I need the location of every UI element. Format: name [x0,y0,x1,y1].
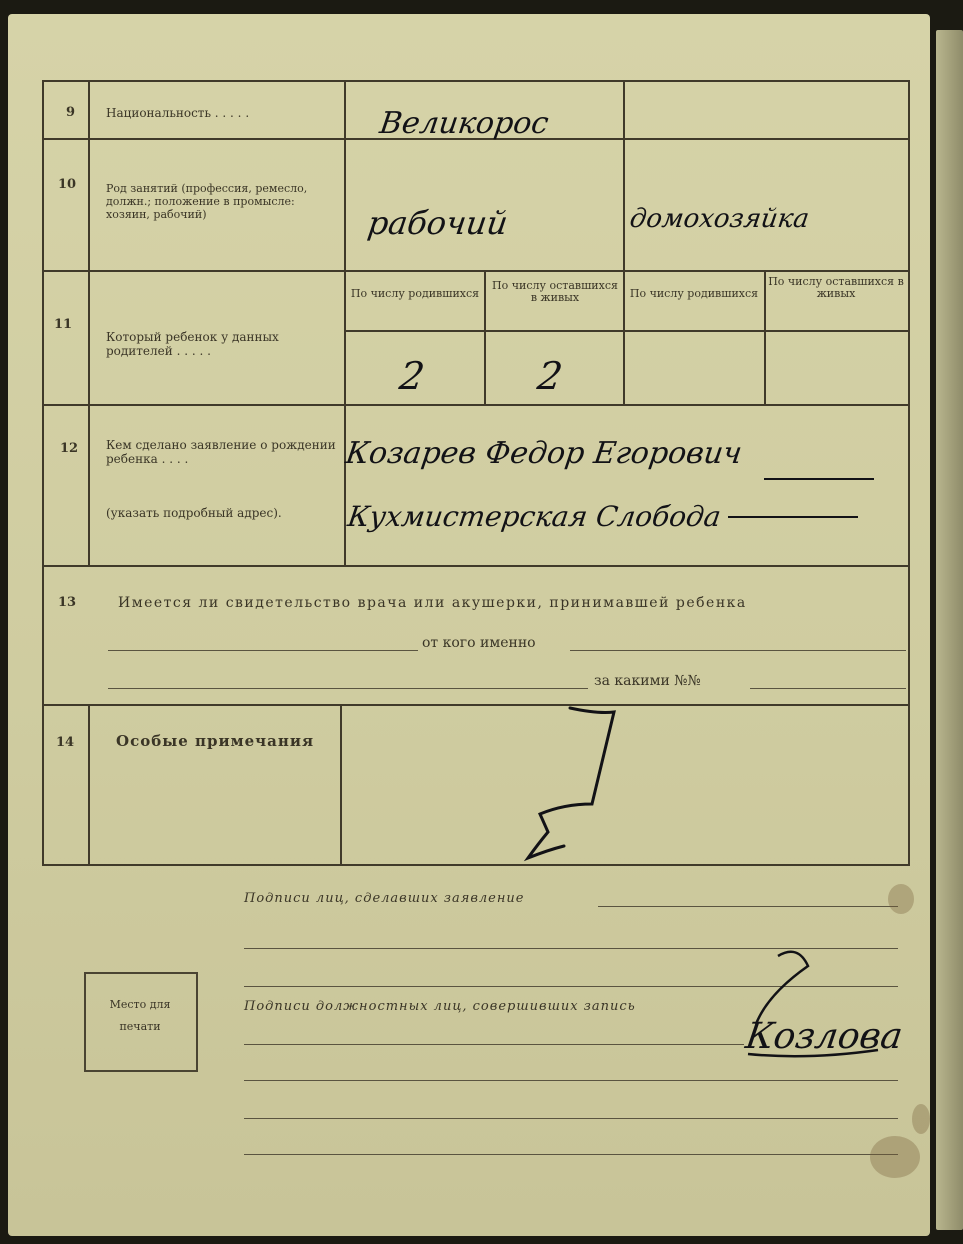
row11-col1-header: По числу родившихся [350,287,480,300]
row11-value-living: 2 [534,354,566,398]
row12-label: Кем сделано заявление о рождении ребенка . . . . [106,438,336,466]
row12-number: 12 [60,441,79,456]
row14-label: Особые примечания [116,732,315,750]
seal-place-label: Место для печати [109,998,171,1033]
signature-flourish [8,14,930,1236]
row9-value-father: Великорос [377,106,551,141]
row14-number: 14 [56,735,75,750]
paper-stain-3 [912,1104,930,1134]
paper-stain-2 [870,1136,920,1178]
page-edge [936,30,963,1230]
official-signature: Козлова [743,1016,906,1057]
row13-question: Имеется ли свидетельство врача или акушерки, принимавшей ребенка [118,595,747,611]
row11-col3-header: По числу родившихся [629,287,759,300]
row11-col2-header: По числу оставшихся в живых [492,279,618,304]
row13-from-whom: от кого именно [422,635,536,651]
row10-value-father: рабочий [365,204,511,242]
row12-applicant-name: Козарев Федор Егорович [343,436,745,471]
row13-number: 13 [58,595,77,610]
sig-officials-label: Подписи должностных лиц, совершивших запись [244,999,636,1014]
row9-label: Национальность . . . . . [106,106,250,120]
row11-label: Который ребенок у данных родителей . . . . . [106,330,279,358]
row11-number: 11 [54,317,73,332]
register-page [8,14,930,1236]
row12-applicant-address: Кухмистерская Слобода [345,500,724,533]
row10-label: Род занятий (профессия, ремесло, должн.; положение в промысле: хозяин, рабочий) [106,182,308,221]
row10-number: 10 [58,177,77,192]
row10-value-mother: домохозяйка [627,204,811,234]
paper-stain-1 [888,884,914,914]
row9-number: 9 [66,105,76,120]
row13-numbers: за какими №№ [594,673,701,689]
sig-applicants-label: Подписи лиц, сделавших заявление [244,891,525,906]
row11-value-born: 2 [396,354,428,398]
row12-sublabel: (указать подробный адрес). [106,506,282,520]
row11-col4-header: По числу оставшихся в живых [768,275,904,300]
